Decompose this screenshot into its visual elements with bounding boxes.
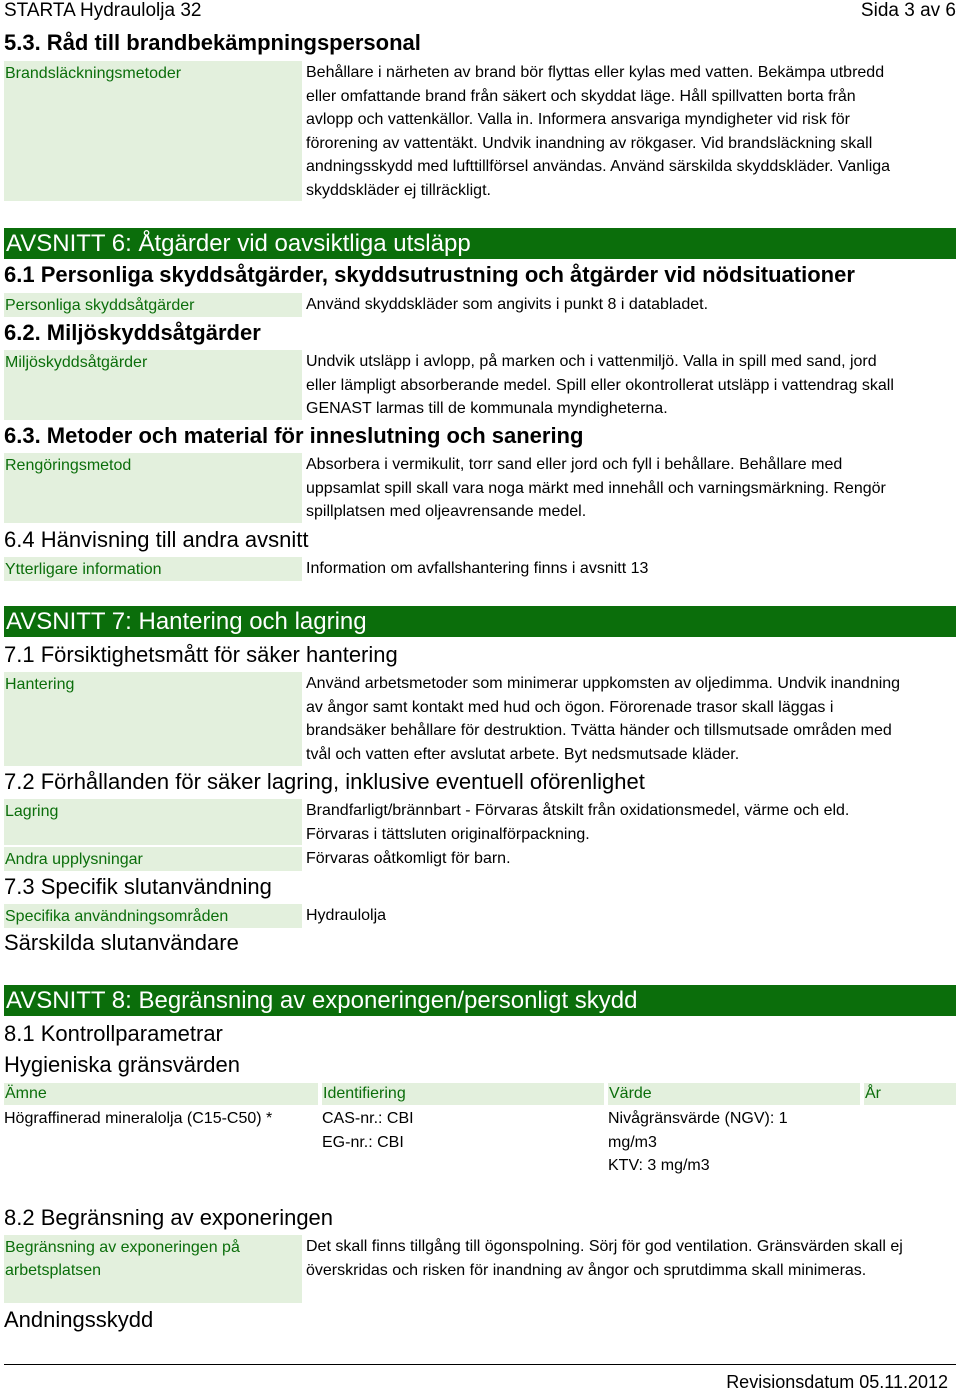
field-value-cleaning: Absorbera i vermikulit, torr sand eller jord och fyll i behållare. Behållare med uppsamlat spill skall vara noga märkt med innehåll och varningsmärkning. Rengör spillplatsen med oljeavrensande medel. [306,456,886,520]
field-value-workplace-exposure: Det skall finns tillgång till ögonspolning. Sörj för god ventilation. Gränsvärden skall ej överskridas och risken för inandning av ångor och sprutdimma skall minimeras. [306,1238,903,1279]
field-label-storage: Lagring [4,799,302,845]
respiratory-protection-heading: Andningsskydd [4,1307,154,1332]
table-cell-value-line3: KTV: 3 mg/m3 [608,1157,710,1174]
field-label-workplace-exposure: Begränsning av exponeringen på arbetsplatsen [4,1235,302,1303]
section-8-title-bar: AVSNITT 8: Begränsning av exponeringen/personligt skydd [4,985,956,1016]
field-label-specific-uses: Specifika användningsområden [4,904,302,928]
section-6-title-bar: AVSNITT 6: Åtgärder vid oavsiktliga utsläpp [4,228,956,259]
field-label-environmental: Miljöskyddsåtgärder [4,350,302,420]
subsection-8-2-heading: 8.2 Begränsning av exponeringen [4,1205,334,1230]
subsection-5-3-heading: 5.3. Råd till brandbekämpningspersonal [4,30,421,55]
table-cell-value-line2: mg/m3 [608,1134,657,1151]
subsection-8-1-heading: 8.1 Kontrollparametrar [4,1021,223,1046]
field-label-personal-protection: Personliga skyddsåtgärder [4,293,302,317]
document-title: STARTA Hydraulolja 32 [4,0,202,21]
field-value-specific-uses: Hydraulolja [306,907,387,924]
subsection-7-1-heading: 7.1 Försiktighetsmått för säker hantering [4,642,398,667]
revision-date: Revisionsdatum 05.11.2012 [726,1372,948,1392]
special-end-users-heading: Särskilda slutanvändare [4,930,239,955]
field-label-fire-extinguishing: Brandsläckningsmetoder [4,61,302,201]
page-number: Sida 3 av 6 [860,0,956,21]
field-value-handling: Använd arbetsmetoder som minimerar uppkomsten av oljedimma. Undvik inandning av ångor samt kontakt med hud och ögon. Förorenade trasor skall läggas i brandsäker behållare för destruktion. Tvätta händer och tillsmutsade områden med tvål och vatten efter avslutat arbete. Byt nedsmutsade kläder. [306,675,901,763]
field-value-fire-extinguishing: Behållare i närheten av brand bör flyttas eller kylas med vatten. Bekämpa utbredd eller omfattande brand från säkert och skyddat läge. Håll spillvatten borta från avlopp och vattenkällor. Valla in. Informera ansvariga myndigheter vid risk för förorening av vattentäkt. Undvik inandning av rökgaser. Vid brandsläckning skall andningsskydd med lufttillförsel användas. Använd särskilda skyddskläder. Vanliga skyddskläder ej tillräckligt. [306,64,891,199]
field-value-further-info: Information om avfallshantering finns i avsnitt 13 [306,560,649,577]
exposure-limits-heading: Hygieniska gränsvärden [4,1052,241,1077]
table-header-substance: Ämne [4,1083,318,1105]
subsection-6-2-heading: 6.2. Miljöskyddsåtgärder [4,320,261,345]
footer-divider [4,1364,956,1365]
field-label-cleaning: Rengöringsmetod [4,453,302,523]
table-cell-substance: Högraffinerad mineralolja (C15-C50) * [4,1110,273,1127]
table-cell-value-line1: Nivågränsvärde (NGV): 1 [608,1110,788,1127]
section-7-title-bar: AVSNITT 7: Hantering och lagring [4,606,956,637]
field-value-storage: Brandfarligt/brännbart - Förvaras åtskilt från oxidationsmedel, värme och eld. Förvaras i tättsluten originalförpackning. [306,802,850,843]
subsection-6-1-heading: 6.1 Personliga skyddsåtgärder, skyddsutrustning och åtgärder vid nödsituationer [4,262,855,287]
subsection-7-3-heading: 7.3 Specifik slutanvändning [4,874,272,899]
table-cell-ec: EG-nr.: CBI [322,1134,404,1151]
field-value-other-info: Förvaras oåtkomligt för barn. [306,850,511,867]
subsection-6-3-heading: 6.3. Metoder och material för inneslutning och sanering [4,423,584,448]
table-header-value: Värde [608,1083,860,1105]
table-header-year: År [864,1083,956,1105]
field-label-further-info: Ytterligare information [4,557,302,581]
field-label-other-info: Andra upplysningar [4,847,302,871]
field-value-environmental: Undvik utsläpp i avlopp, på marken och i vattenmiljö. Valla in spill med sand, jord eller lämpligt absorberande medel. Spill eller okontrollerat utsläpp i vattendrag skall GENAST larmas till de kommunala myndigheterna. [306,353,894,417]
subsection-7-2-heading: 7.2 Förhållanden för säker lagring, inklusive eventuell oförenlighet [4,769,645,794]
table-header-identification: Identifiering [322,1083,604,1105]
field-label-handling: Hantering [4,672,302,766]
subsection-6-4-heading: 6.4 Hänvisning till andra avsnitt [4,527,309,552]
field-value-personal-protection: Använd skyddskläder som angivits i punkt 8 i databladet. [306,296,709,313]
table-cell-cas: CAS-nr.: CBI [322,1110,414,1127]
